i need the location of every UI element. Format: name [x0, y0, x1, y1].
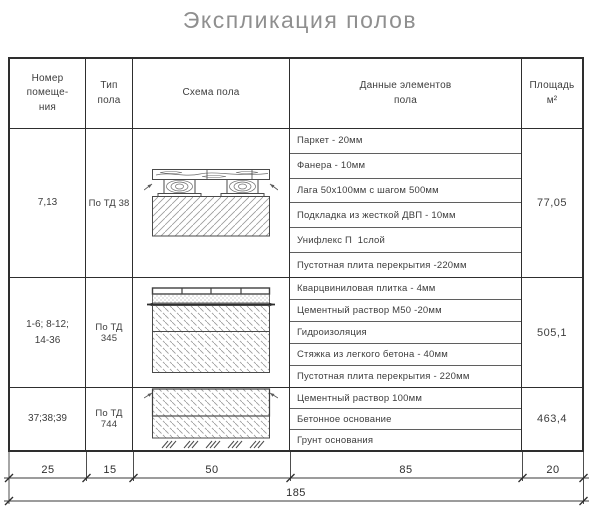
dimension-value: 50 [205, 464, 219, 476]
header-line: ния [38, 101, 57, 113]
dimension-value: 85 [399, 464, 413, 476]
dimension-total-value: 185 [286, 487, 306, 499]
header-floor-scheme [133, 59, 290, 129]
schema-cell [133, 388, 290, 450]
layer-item: Паркет - 20мм [290, 129, 521, 154]
area-value: 77,05 [536, 197, 568, 209]
layer-item: Кварцвиниловая плитка - 4мм [290, 278, 521, 300]
schema-cell [133, 129, 290, 278]
layer-item: Лага 50x100мм с шагом 500мм [290, 179, 521, 204]
layer-item: Цементный раствор М50 -20мм [290, 300, 521, 322]
page-title: Экспликация полов [182, 7, 418, 33]
header-line: Номер [31, 72, 64, 84]
area-cell [522, 129, 582, 278]
room-number: 1-6; 8-12; [26, 319, 69, 330]
layer-item: Грунт основания [297, 434, 374, 446]
layer-item: Фанера - 10мм [290, 154, 521, 179]
header-line: пола [97, 94, 121, 106]
room-cell [10, 278, 86, 388]
header-room-number [10, 59, 86, 129]
schema-cell [133, 278, 290, 388]
area-value: 505,1 [536, 326, 568, 339]
type-cell [86, 388, 133, 450]
header-line: Схема пола [182, 87, 240, 99]
dimension-value: 15 [103, 464, 117, 476]
layer-item: Пустотная плита перекрытия -220мм [297, 259, 467, 271]
type-cell [86, 129, 133, 278]
layer-item: Цементный раствор 100мм [290, 388, 521, 409]
header-floor-type [86, 59, 133, 129]
layer-item: Бетонное основание [290, 409, 521, 430]
header-line: пола [394, 94, 417, 106]
cement-on-ground-section-icon [144, 388, 278, 450]
data-items-cell [290, 278, 522, 388]
dimension-value: 25 [41, 464, 55, 476]
room-cell [10, 129, 86, 278]
area-cell [522, 388, 582, 450]
room-cell [10, 388, 86, 450]
area-cell [522, 278, 582, 388]
tile-on-screed-section-icon [144, 287, 278, 379]
header-floor-elements [290, 59, 522, 129]
header-line: Тип [100, 80, 118, 91]
floor-type: По ТД 38 [88, 197, 130, 209]
header-line: м² [546, 94, 558, 106]
room-number: 37;38;39 [28, 413, 67, 425]
header-line: Площадь [529, 80, 575, 91]
dimension-block [0, 452, 600, 517]
layer-item: Унифлекс П 1слой [290, 228, 521, 253]
layer-item: Стяжка из легкого бетона - 40мм [290, 344, 521, 366]
layer-item: Подкладка из жесткой ДВП - 10мм [290, 203, 521, 228]
data-items-cell [290, 129, 522, 278]
type-cell [86, 278, 133, 388]
area-value: 463,4 [536, 413, 568, 425]
room-number: 7,13 [37, 197, 58, 209]
header-line: Данные элементов [359, 80, 452, 91]
dimension-value: 20 [546, 464, 560, 476]
header-area [522, 59, 582, 129]
data-items-cell [290, 388, 522, 450]
header-line: помеще- [26, 87, 69, 99]
parquet-on-joists-section-icon [144, 169, 278, 237]
layer-item: Гидроизоляция [290, 322, 521, 344]
room-number: 14-36 [34, 334, 61, 346]
layer-item: Пустотная плита перекрытия - 220мм [297, 371, 470, 382]
floor-type: По ТД 345 [95, 321, 123, 344]
dimension-lines-icon [0, 452, 600, 517]
floor-explication-table [8, 57, 584, 452]
floor-type: По ТД 744 [95, 408, 123, 430]
